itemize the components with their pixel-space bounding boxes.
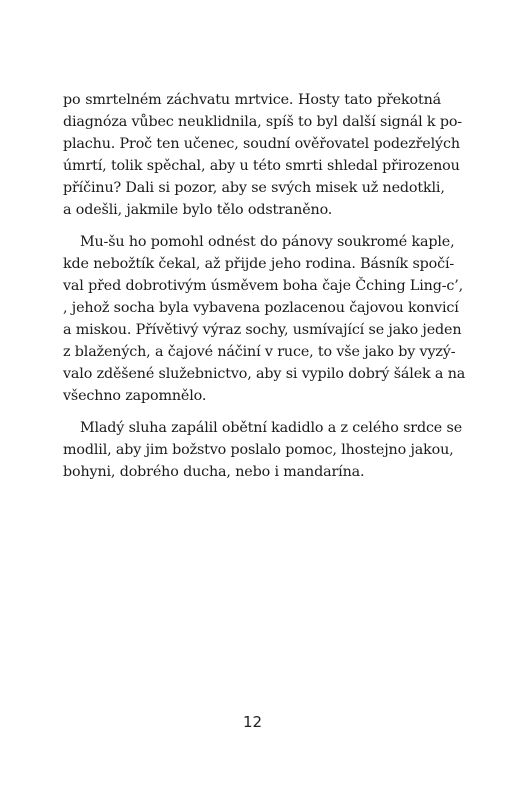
text-line: Mu-šu ho pomohl odnést do pánovy soukromé kaple, — [80, 234, 455, 250]
text-line: modlil, aby jim božstvo poslalo pomoc, lhostejno jakou, — [63, 442, 454, 458]
page-number: 12 — [242, 713, 263, 731]
text-line: z blažených, a čajové náčiní v ruce, to vše jako by vyzý- — [63, 344, 456, 360]
text-line: plachu. Proč ten učenec, soudní ověřovatel podezřelých — [63, 136, 460, 152]
paragraph-1 — [63, 89, 462, 221]
text-line: po smrtelném záchvatu mrtvice. Hosty tato překotná — [63, 92, 441, 108]
text-line: příčinu? Dali si pozor, aby se svých misek už nedotkli, — [63, 180, 445, 196]
paragraph-3 — [63, 417, 463, 483]
text-line: kde nebožtík čekal, až přijde jeho rodina. Básník spočí- — [63, 256, 455, 272]
text-line: val před dobrotivým úsměvem boha čaje Čching Ling-c’, — [63, 278, 464, 294]
text-line: , jehož socha byla vybavena pozlacenou čajovou konvicí — [63, 300, 459, 316]
text-line: a odešli, jakmile bylo tělo odstraněno. — [63, 202, 333, 218]
text-line: a miskou. Přívětivý výraz sochy, usmívající se jako jeden — [63, 322, 462, 338]
text-line: bohyni, dobrého ducha, nebo i mandarína. — [63, 464, 365, 480]
text-line: všechno zapomnělo. — [63, 388, 207, 404]
text-line: úmrtí, tolik spěchal, aby u této smrti shledal přirozenou — [63, 158, 460, 174]
text-line: Mladý sluha zapálil obětní kadidlo a z celého srdce se — [80, 420, 463, 436]
paragraph-2 — [63, 231, 466, 407]
text-line: diagnóza vůbec neuklidnila, spíš to byl další signál k po- — [63, 114, 462, 130]
body-text — [63, 89, 466, 493]
text-line: valo zděšené služebnictvo, aby si vypilo dobrý šálek a na — [63, 366, 466, 382]
